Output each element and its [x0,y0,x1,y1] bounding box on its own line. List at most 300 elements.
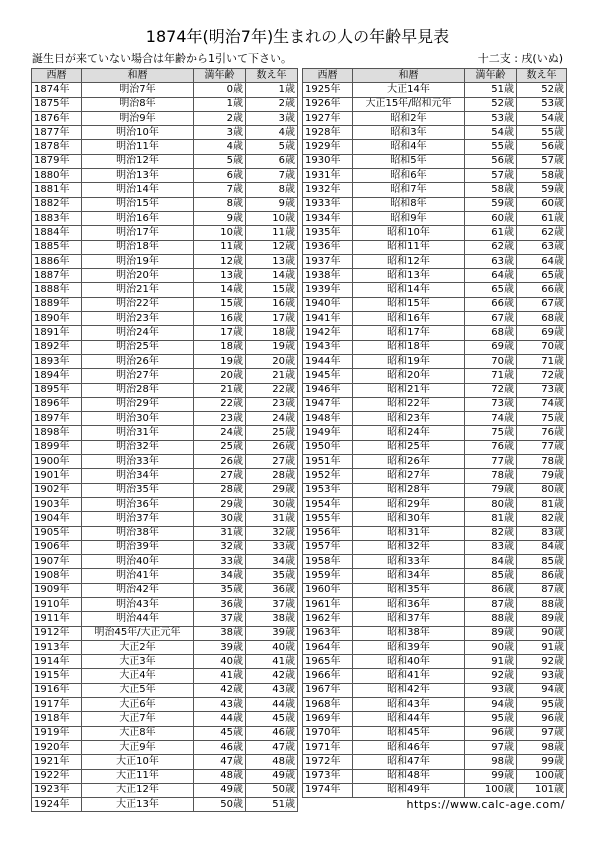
cell-wareki: 大正14年 [353,83,465,97]
cell-kazoedoshi: 51歳 [246,798,298,812]
cell-wareki: 明治21年 [82,283,194,297]
table-row [303,740,567,754]
cell-kazoedoshi: 82歳 [517,512,567,526]
cell-kazoedoshi: 7歳 [246,169,298,183]
cell-seireki: 1957年 [303,540,353,554]
table-row [32,798,298,812]
cell-man-nenrei: 70歳 [465,354,517,368]
cell-wareki: 明治43年 [82,597,194,611]
cell-kazoedoshi: 14歳 [246,269,298,283]
cell-seireki: 1910年 [32,597,82,611]
cell-kazoedoshi: 63歳 [517,240,567,254]
cell-kazoedoshi: 52歳 [517,83,567,97]
cell-man-nenrei: 38歳 [194,626,246,640]
cell-wareki: 昭和8年 [353,197,465,211]
cell-man-nenrei: 15歳 [194,297,246,311]
cell-seireki: 1899年 [32,440,82,454]
header-wareki: 和暦 [353,69,465,83]
cell-seireki: 1886年 [32,254,82,268]
table-row [32,269,298,283]
cell-kazoedoshi: 44歳 [246,698,298,712]
cell-wareki: 明治33年 [82,455,194,469]
cell-man-nenrei: 98歳 [465,755,517,769]
cell-seireki: 1970年 [303,726,353,740]
cell-wareki: 昭和13年 [353,269,465,283]
cell-wareki: 明治42年 [82,583,194,597]
cell-seireki: 1971年 [303,740,353,754]
cell-kazoedoshi: 95歳 [517,698,567,712]
cell-seireki: 1911年 [32,612,82,626]
cell-wareki: 明治44年 [82,612,194,626]
cell-seireki: 1918年 [32,712,82,726]
cell-wareki: 大正4年 [82,669,194,683]
table-row [303,526,567,540]
cell-seireki: 1965年 [303,655,353,669]
cell-seireki: 1941年 [303,312,353,326]
table-row [303,383,567,397]
cell-man-nenrei: 95歳 [465,712,517,726]
cell-wareki: 大正3年 [82,655,194,669]
table-row [303,555,567,569]
cell-wareki: 昭和23年 [353,412,465,426]
table-row [32,211,298,225]
footer-url[interactable]: https://www.calc-age.com/ [406,798,565,811]
cell-kazoedoshi: 49歳 [246,769,298,783]
cell-kazoedoshi: 47歳 [246,740,298,754]
cell-wareki: 昭和29年 [353,497,465,511]
cell-seireki: 1926年 [303,97,353,111]
cell-seireki: 1902年 [32,483,82,497]
cell-kazoedoshi: 73歳 [517,383,567,397]
table-row [303,197,567,211]
cell-wareki: 昭和18年 [353,340,465,354]
table-row [32,126,298,140]
cell-man-nenrei: 79歳 [465,483,517,497]
cell-seireki: 1959年 [303,569,353,583]
cell-kazoedoshi: 33歳 [246,540,298,554]
cell-kazoedoshi: 18歳 [246,326,298,340]
table-row [32,83,298,97]
cell-seireki: 1912年 [32,626,82,640]
cell-man-nenrei: 55歳 [465,140,517,154]
cell-wareki: 昭和28年 [353,483,465,497]
cell-wareki: 明治38年 [82,526,194,540]
table-row [303,512,567,526]
cell-wareki: 明治19年 [82,254,194,268]
cell-man-nenrei: 83歳 [465,540,517,554]
cell-wareki: 昭和32年 [353,540,465,554]
table-row [32,154,298,168]
cell-man-nenrei: 52歳 [465,97,517,111]
table-row [303,783,567,797]
cell-seireki: 1900年 [32,455,82,469]
cell-man-nenrei: 6歳 [194,169,246,183]
cell-man-nenrei: 50歳 [194,798,246,812]
table-row [303,455,567,469]
table-row [303,126,567,140]
cell-man-nenrei: 67歳 [465,312,517,326]
cell-kazoedoshi: 4歳 [246,126,298,140]
cell-kazoedoshi: 61歳 [517,211,567,225]
cell-wareki: 昭和20年 [353,369,465,383]
cell-man-nenrei: 21歳 [194,383,246,397]
cell-wareki: 昭和46年 [353,740,465,754]
table-row [32,369,298,383]
cell-man-nenrei: 16歳 [194,312,246,326]
table-row [32,612,298,626]
cell-man-nenrei: 27歳 [194,469,246,483]
cell-kazoedoshi: 64歳 [517,254,567,268]
cell-man-nenrei: 86歳 [465,583,517,597]
cell-man-nenrei: 28歳 [194,483,246,497]
cell-kazoedoshi: 98歳 [517,740,567,754]
cell-man-nenrei: 36歳 [194,597,246,611]
cell-kazoedoshi: 88歳 [517,597,567,611]
cell-kazoedoshi: 96歳 [517,712,567,726]
cell-wareki: 明治20年 [82,269,194,283]
cell-seireki: 1921年 [32,755,82,769]
cell-seireki: 1958年 [303,555,353,569]
cell-man-nenrei: 34歳 [194,569,246,583]
cell-wareki: 明治15年 [82,197,194,211]
table-row [303,469,567,483]
cell-man-nenrei: 84歳 [465,555,517,569]
cell-man-nenrei: 35歳 [194,583,246,597]
table-row [303,283,567,297]
cell-seireki: 1938年 [303,269,353,283]
cell-seireki: 1937年 [303,254,353,268]
cell-man-nenrei: 29歳 [194,497,246,511]
cell-wareki: 昭和47年 [353,755,465,769]
cell-wareki: 昭和7年 [353,183,465,197]
cell-seireki: 1948年 [303,412,353,426]
cell-wareki: 昭和33年 [353,555,465,569]
cell-wareki: 明治45年/大正元年 [82,626,194,640]
cell-wareki: 昭和15年 [353,297,465,311]
cell-seireki: 1894年 [32,369,82,383]
table-row [303,83,567,97]
cell-man-nenrei: 78歳 [465,469,517,483]
cell-seireki: 1920年 [32,740,82,754]
cell-wareki: 明治41年 [82,569,194,583]
cell-kazoedoshi: 50歳 [246,783,298,797]
cell-kazoedoshi: 37歳 [246,597,298,611]
cell-man-nenrei: 1歳 [194,97,246,111]
cell-wareki: 明治16年 [82,211,194,225]
cell-man-nenrei: 77歳 [465,455,517,469]
cell-wareki: 明治7年 [82,83,194,97]
cell-man-nenrei: 33歳 [194,555,246,569]
cell-seireki: 1936年 [303,240,353,254]
cell-man-nenrei: 60歳 [465,211,517,225]
cell-man-nenrei: 32歳 [194,540,246,554]
table-row [303,183,567,197]
cell-man-nenrei: 65歳 [465,283,517,297]
cell-kazoedoshi: 27歳 [246,455,298,469]
cell-kazoedoshi: 12歳 [246,240,298,254]
cell-wareki: 明治9年 [82,111,194,125]
cell-wareki: 大正12年 [82,783,194,797]
table-row [303,683,567,697]
cell-kazoedoshi: 58歳 [517,169,567,183]
table-row [303,483,567,497]
cell-wareki: 昭和44年 [353,712,465,726]
cell-kazoedoshi: 79歳 [517,469,567,483]
cell-man-nenrei: 89歳 [465,626,517,640]
cell-seireki: 1913年 [32,640,82,654]
cell-kazoedoshi: 5歳 [246,140,298,154]
cell-kazoedoshi: 59歳 [517,183,567,197]
table-row [303,154,567,168]
cell-kazoedoshi: 74歳 [517,397,567,411]
cell-kazoedoshi: 21歳 [246,369,298,383]
cell-man-nenrei: 44歳 [194,712,246,726]
cell-kazoedoshi: 94歳 [517,683,567,697]
cell-kazoedoshi: 75歳 [517,412,567,426]
cell-kazoedoshi: 38歳 [246,612,298,626]
cell-wareki: 昭和12年 [353,254,465,268]
cell-man-nenrei: 22歳 [194,397,246,411]
cell-man-nenrei: 97歳 [465,740,517,754]
cell-seireki: 1924年 [32,798,82,812]
cell-wareki: 大正11年 [82,769,194,783]
table-row [303,655,567,669]
cell-man-nenrei: 43歳 [194,698,246,712]
cell-kazoedoshi: 101歳 [517,783,567,797]
cell-wareki: 明治14年 [82,183,194,197]
table-row [303,412,567,426]
cell-seireki: 1917年 [32,698,82,712]
cell-kazoedoshi: 13歳 [246,254,298,268]
cell-kazoedoshi: 53歳 [517,97,567,111]
table-row [303,397,567,411]
table-row [32,483,298,497]
cell-wareki: 大正6年 [82,698,194,712]
cell-wareki: 昭和2年 [353,111,465,125]
cell-kazoedoshi: 17歳 [246,312,298,326]
cell-seireki: 1944年 [303,354,353,368]
cell-wareki: 明治17年 [82,226,194,240]
table-row [32,283,298,297]
cell-kazoedoshi: 66歳 [517,283,567,297]
table-row [303,712,567,726]
cell-kazoedoshi: 99歳 [517,755,567,769]
cell-kazoedoshi: 28歳 [246,469,298,483]
cell-seireki: 1964年 [303,640,353,654]
cell-seireki: 1904年 [32,512,82,526]
cell-kazoedoshi: 84歳 [517,540,567,554]
cell-seireki: 1962年 [303,612,353,626]
table-row [32,397,298,411]
cell-man-nenrei: 64歳 [465,269,517,283]
cell-kazoedoshi: 86歳 [517,569,567,583]
table-row [32,226,298,240]
cell-man-nenrei: 19歳 [194,354,246,368]
cell-seireki: 1966年 [303,669,353,683]
cell-kazoedoshi: 78歳 [517,455,567,469]
cell-wareki: 明治32年 [82,440,194,454]
cell-seireki: 1930年 [303,154,353,168]
age-table-right [302,68,567,798]
table-row [32,655,298,669]
cell-man-nenrei: 17歳 [194,326,246,340]
cell-seireki: 1928年 [303,126,353,140]
cell-seireki: 1889年 [32,297,82,311]
cell-wareki: 昭和35年 [353,583,465,597]
cell-wareki: 明治29年 [82,397,194,411]
zodiac-label: 十二支 : 戌(いぬ) [477,52,563,65]
cell-man-nenrei: 81歳 [465,512,517,526]
table-row [303,583,567,597]
cell-kazoedoshi: 54歳 [517,111,567,125]
cell-seireki: 1898年 [32,426,82,440]
cell-kazoedoshi: 100歳 [517,769,567,783]
cell-seireki: 1945年 [303,369,353,383]
cell-kazoedoshi: 70歳 [517,340,567,354]
table-row [32,340,298,354]
cell-wareki: 明治22年 [82,297,194,311]
cell-wareki: 明治36年 [82,497,194,511]
cell-wareki: 明治31年 [82,426,194,440]
cell-wareki: 昭和34年 [353,569,465,583]
cell-man-nenrei: 40歳 [194,655,246,669]
table-row [303,669,567,683]
table-header-row [303,69,567,83]
cell-man-nenrei: 48歳 [194,769,246,783]
cell-seireki: 1925年 [303,83,353,97]
cell-kazoedoshi: 26歳 [246,440,298,454]
cell-man-nenrei: 59歳 [465,197,517,211]
cell-seireki: 1951年 [303,455,353,469]
cell-wareki: 昭和21年 [353,383,465,397]
cell-man-nenrei: 68歳 [465,326,517,340]
cell-wareki: 昭和49年 [353,783,465,797]
table-row [32,526,298,540]
cell-seireki: 1934年 [303,211,353,225]
cell-seireki: 1973年 [303,769,353,783]
cell-wareki: 大正15年/昭和元年 [353,97,465,111]
cell-wareki: 明治37年 [82,512,194,526]
table-row [303,97,567,111]
cell-seireki: 1887年 [32,269,82,283]
cell-man-nenrei: 99歳 [465,769,517,783]
cell-man-nenrei: 63歳 [465,254,517,268]
cell-kazoedoshi: 41歳 [246,655,298,669]
table-row [303,497,567,511]
table-row [303,612,567,626]
table-row [32,426,298,440]
table-row [32,197,298,211]
cell-man-nenrei: 87歳 [465,597,517,611]
cell-seireki: 1968年 [303,698,353,712]
cell-wareki: 大正10年 [82,755,194,769]
cell-seireki: 1881年 [32,183,82,197]
cell-wareki: 昭和24年 [353,426,465,440]
cell-seireki: 1893年 [32,354,82,368]
cell-wareki: 明治24年 [82,326,194,340]
cell-seireki: 1895年 [32,383,82,397]
cell-man-nenrei: 4歳 [194,140,246,154]
cell-man-nenrei: 31歳 [194,526,246,540]
cell-man-nenrei: 94歳 [465,698,517,712]
cell-kazoedoshi: 10歳 [246,211,298,225]
cell-man-nenrei: 47歳 [194,755,246,769]
cell-seireki: 1915年 [32,669,82,683]
cell-seireki: 1896年 [32,397,82,411]
cell-wareki: 昭和43年 [353,698,465,712]
cell-wareki: 明治28年 [82,383,194,397]
cell-kazoedoshi: 16歳 [246,297,298,311]
cell-kazoedoshi: 20歳 [246,354,298,368]
cell-kazoedoshi: 92歳 [517,655,567,669]
cell-seireki: 1919年 [32,726,82,740]
cell-man-nenrei: 54歳 [465,126,517,140]
cell-wareki: 昭和37年 [353,612,465,626]
cell-man-nenrei: 93歳 [465,683,517,697]
cell-kazoedoshi: 31歳 [246,512,298,526]
cell-kazoedoshi: 89歳 [517,612,567,626]
header-seireki: 西暦 [303,69,353,83]
table-row [32,240,298,254]
cell-wareki: 明治27年 [82,369,194,383]
cell-seireki: 1974年 [303,783,353,797]
cell-kazoedoshi: 67歳 [517,297,567,311]
cell-kazoedoshi: 65歳 [517,269,567,283]
table-row [32,326,298,340]
cell-kazoedoshi: 19歳 [246,340,298,354]
cell-seireki: 1929年 [303,140,353,154]
cell-seireki: 1890年 [32,312,82,326]
table-row [303,226,567,240]
cell-kazoedoshi: 39歳 [246,626,298,640]
cell-seireki: 1940年 [303,297,353,311]
cell-seireki: 1884年 [32,226,82,240]
cell-kazoedoshi: 97歳 [517,726,567,740]
table-row [32,640,298,654]
cell-kazoedoshi: 29歳 [246,483,298,497]
table-row [32,626,298,640]
cell-man-nenrei: 13歳 [194,269,246,283]
cell-wareki: 昭和30年 [353,512,465,526]
cell-man-nenrei: 75歳 [465,426,517,440]
table-row [303,340,567,354]
cell-kazoedoshi: 68歳 [517,312,567,326]
cell-wareki: 昭和27年 [353,469,465,483]
table-row [303,326,567,340]
cell-kazoedoshi: 43歳 [246,683,298,697]
cell-seireki: 1923年 [32,783,82,797]
cell-man-nenrei: 88歳 [465,612,517,626]
cell-kazoedoshi: 93歳 [517,669,567,683]
cell-man-nenrei: 18歳 [194,340,246,354]
cell-wareki: 明治18年 [82,240,194,254]
age-table-left [31,68,298,812]
cell-kazoedoshi: 22歳 [246,383,298,397]
table-row [32,726,298,740]
cell-kazoedoshi: 35歳 [246,569,298,583]
cell-man-nenrei: 14歳 [194,283,246,297]
header-wareki: 和暦 [82,69,194,83]
cell-wareki: 昭和5年 [353,154,465,168]
cell-kazoedoshi: 1歳 [246,83,298,97]
cell-man-nenrei: 100歳 [465,783,517,797]
cell-seireki: 1879年 [32,154,82,168]
cell-wareki: 大正2年 [82,640,194,654]
cell-wareki: 昭和22年 [353,397,465,411]
cell-man-nenrei: 5歳 [194,154,246,168]
cell-man-nenrei: 92歳 [465,669,517,683]
cell-kazoedoshi: 87歳 [517,583,567,597]
